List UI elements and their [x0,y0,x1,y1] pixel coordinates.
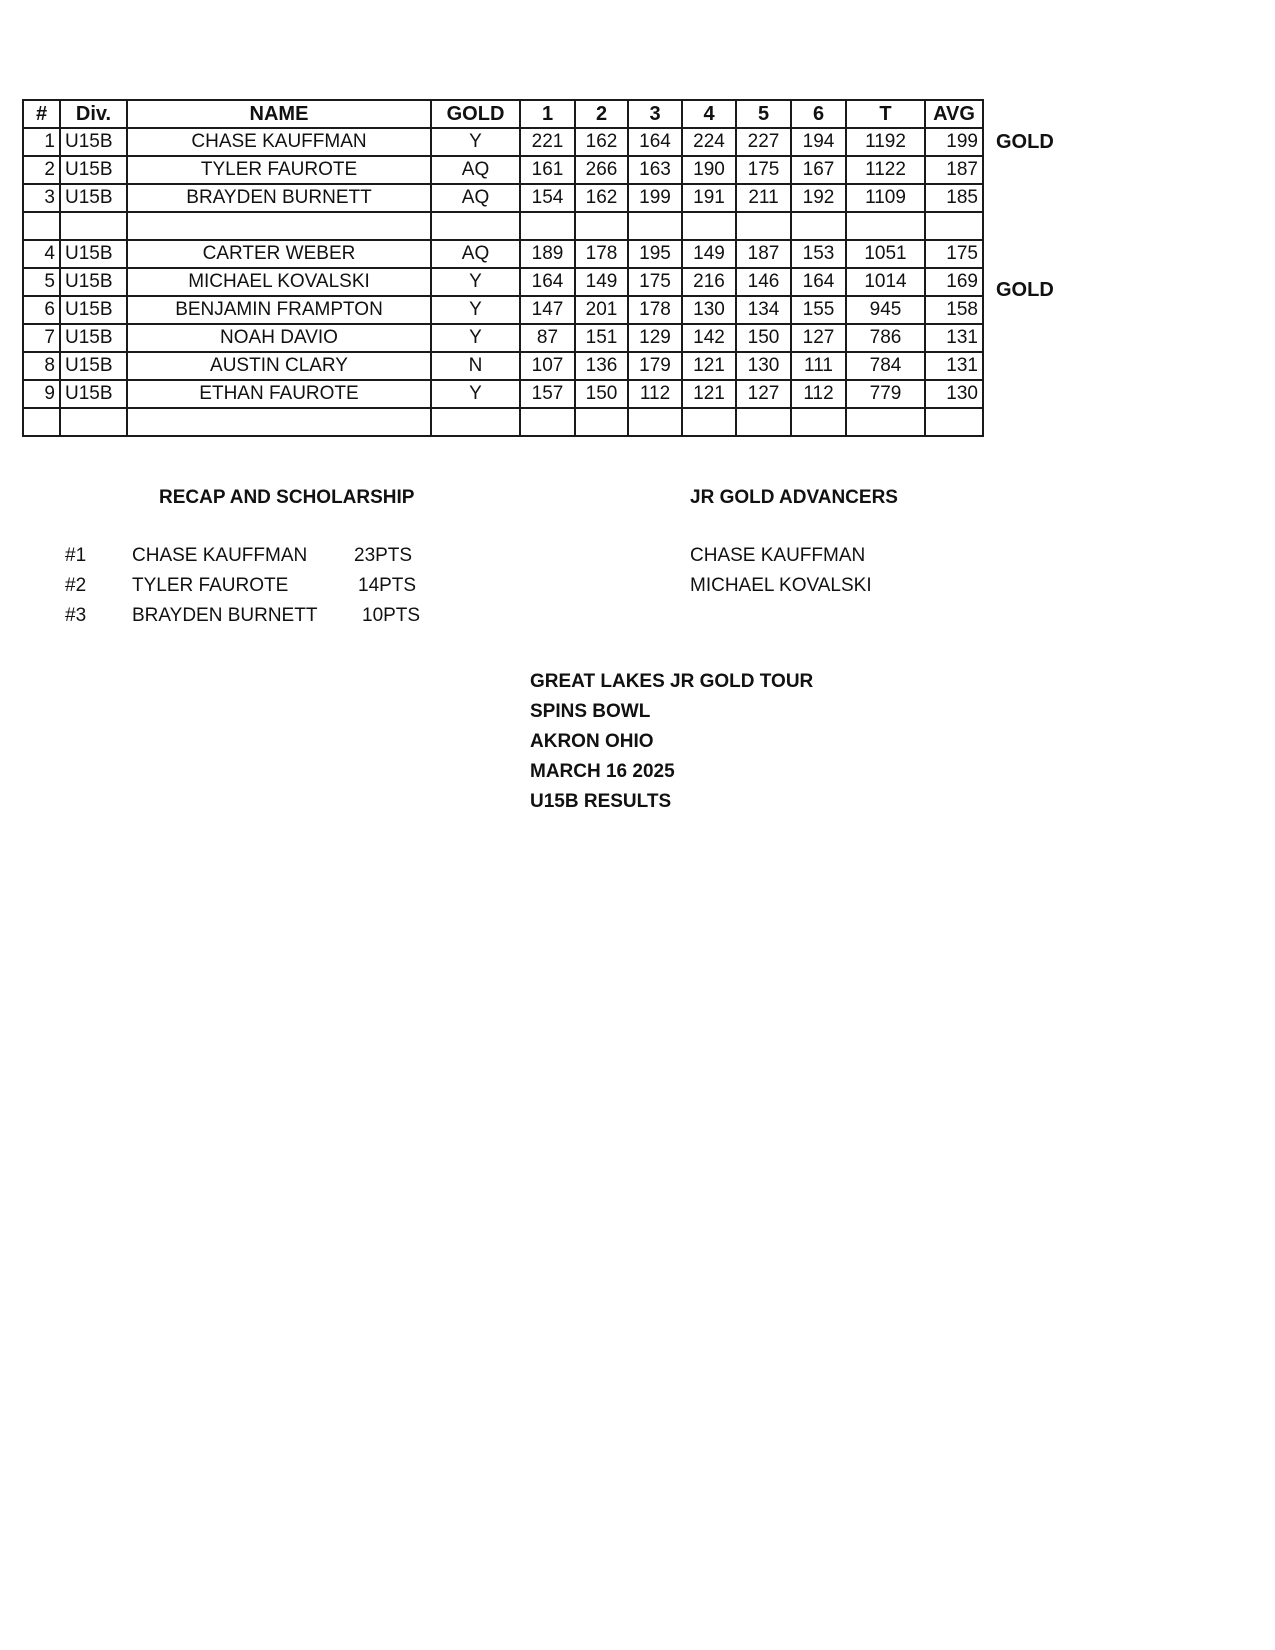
recap-item [0,605,450,631]
cell-name: AUSTIN CLARY [127,352,431,380]
header-game-6: 6 [791,100,846,128]
empty-cell [23,212,60,240]
cell-average: 158 [925,296,983,324]
cell-gold: AQ [431,240,520,268]
cell-game-6: 153 [791,240,846,268]
header-rank: # [23,100,60,128]
cell-name: BRAYDEN BURNETT [127,184,431,212]
recap-place: #1 [65,545,87,566]
header-name: NAME [127,100,431,128]
cell-game-1: 147 [520,296,575,324]
cell-total: 779 [846,380,925,408]
cell-game-6: 112 [791,380,846,408]
empty-cell [736,408,791,436]
cell-game-1: 154 [520,184,575,212]
table-row [23,156,983,184]
cell-average: 175 [925,240,983,268]
cell-game-4: 190 [682,156,736,184]
empty-cell [846,408,925,436]
cell-game-4: 130 [682,296,736,324]
table-row [23,240,983,268]
cell-game-2: 150 [575,380,628,408]
cell-game-6: 167 [791,156,846,184]
cell-game-5: 130 [736,352,791,380]
cell-game-4: 121 [682,352,736,380]
advancers-heading: JR GOLD ADVANCERS [690,487,898,508]
cell-gold: AQ [431,156,520,184]
table-row [23,352,983,380]
table-spacer-row [23,212,983,240]
cell-average: 185 [925,184,983,212]
tour-name: GREAT LAKES JR GOLD TOUR [530,671,814,692]
cell-game-2: 162 [575,128,628,156]
cell-game-2: 201 [575,296,628,324]
cell-average: 130 [925,380,983,408]
empty-cell [60,212,127,240]
cell-game-4: 149 [682,240,736,268]
empty-cell [791,408,846,436]
cell-game-2: 136 [575,352,628,380]
cell-game-5: 227 [736,128,791,156]
cell-game-2: 149 [575,268,628,296]
cell-game-1: 164 [520,268,575,296]
cell-game-2: 178 [575,240,628,268]
cell-total: 1122 [846,156,925,184]
cell-division: U15B [60,380,127,408]
cell-game-3: 163 [628,156,682,184]
cell-division: U15B [60,268,127,296]
cell-game-4: 216 [682,268,736,296]
cell-game-1: 161 [520,156,575,184]
cell-game-1: 157 [520,380,575,408]
cell-division: U15B [60,296,127,324]
cell-game-5: 211 [736,184,791,212]
cell-gold: Y [431,380,520,408]
recap-name: TYLER FAUROTE [132,575,289,596]
cell-average: 169 [925,268,983,296]
cell-division: U15B [60,240,127,268]
empty-cell [127,408,431,436]
header-game-2: 2 [575,100,628,128]
cell-game-4: 191 [682,184,736,212]
table-header-row [23,100,983,128]
cell-average: 199 [925,128,983,156]
cell-game-4: 224 [682,128,736,156]
cell-game-3: 164 [628,128,682,156]
header-game-3: 3 [628,100,682,128]
cell-average: 187 [925,156,983,184]
cell-game-1: 87 [520,324,575,352]
empty-cell [520,408,575,436]
cell-game-3: 129 [628,324,682,352]
cell-gold: Y [431,324,520,352]
cell-game-3: 199 [628,184,682,212]
empty-cell [925,408,983,436]
cell-gold: AQ [431,184,520,212]
recap-item [0,545,450,571]
cell-total: 1014 [846,268,925,296]
cell-gold: Y [431,296,520,324]
recap-heading: RECAP AND SCHOLARSHIP [159,487,415,508]
cell-rank: 4 [23,240,60,268]
empty-cell [846,212,925,240]
cell-game-6: 127 [791,324,846,352]
gold-tag: GOLD [996,279,1054,301]
table-row [23,380,983,408]
empty-cell [575,408,628,436]
cell-game-5: 187 [736,240,791,268]
results-table [22,99,984,437]
cell-division: U15B [60,324,127,352]
header-gold: GOLD [431,100,520,128]
cell-total: 1109 [846,184,925,212]
cell-average: 131 [925,324,983,352]
cell-game-3: 179 [628,352,682,380]
cell-division: U15B [60,184,127,212]
cell-division: U15B [60,156,127,184]
cell-game-5: 146 [736,268,791,296]
table-spacer-row [23,408,983,436]
cell-division: U15B [60,128,127,156]
header-total: T [846,100,925,128]
cell-name: BENJAMIN FRAMPTON [127,296,431,324]
empty-cell [682,212,736,240]
empty-cell [431,408,520,436]
cell-game-3: 175 [628,268,682,296]
cell-rank: 5 [23,268,60,296]
gold-tag: GOLD [996,131,1054,153]
event-info [530,667,813,817]
empty-cell [682,408,736,436]
cell-name: MICHAEL KOVALSKI [127,268,431,296]
cell-game-3: 178 [628,296,682,324]
header-game-5: 5 [736,100,791,128]
cell-game-6: 111 [791,352,846,380]
cell-game-5: 175 [736,156,791,184]
cell-gold: Y [431,128,520,156]
cell-name: CHASE KAUFFMAN [127,128,431,156]
cell-game-2: 151 [575,324,628,352]
empty-cell [925,212,983,240]
cell-total: 1192 [846,128,925,156]
table-row [23,296,983,324]
cell-game-1: 189 [520,240,575,268]
cell-game-6: 155 [791,296,846,324]
empty-cell [575,212,628,240]
table-row [23,324,983,352]
cell-game-1: 221 [520,128,575,156]
cell-total: 1051 [846,240,925,268]
cell-rank: 7 [23,324,60,352]
empty-cell [127,212,431,240]
cell-game-4: 121 [682,380,736,408]
venue-name: SPINS BOWL [530,701,651,722]
event-date: MARCH 16 2025 [530,761,675,782]
recap-place: #2 [65,575,87,596]
header-game-1: 1 [520,100,575,128]
empty-cell [431,212,520,240]
header-game-4: 4 [682,100,736,128]
cell-game-3: 195 [628,240,682,268]
cell-game-1: 107 [520,352,575,380]
cell-name: TYLER FAUROTE [127,156,431,184]
cell-total: 784 [846,352,925,380]
empty-cell [60,408,127,436]
cell-rank: 3 [23,184,60,212]
empty-cell [791,212,846,240]
cell-total: 945 [846,296,925,324]
cell-name: NOAH DAVIO [127,324,431,352]
recap-points: 23PTS [354,545,413,566]
cell-game-6: 194 [791,128,846,156]
cell-rank: 8 [23,352,60,380]
empty-cell [628,408,682,436]
advancer-name: CHASE KAUFFMAN [690,545,866,566]
table-row [23,268,983,296]
cell-game-3: 112 [628,380,682,408]
cell-game-4: 142 [682,324,736,352]
recap-place: #3 [65,605,87,626]
results-label: U15B RESULTS [530,791,672,812]
cell-gold: N [431,352,520,380]
cell-rank: 9 [23,380,60,408]
cell-game-2: 266 [575,156,628,184]
header-division: Div. [60,100,127,128]
table-row [23,128,983,156]
cell-division: U15B [60,352,127,380]
cell-name: CARTER WEBER [127,240,431,268]
empty-cell [23,408,60,436]
recap-points: 10PTS [362,605,421,626]
empty-cell [628,212,682,240]
header-average: AVG [925,100,983,128]
empty-cell [736,212,791,240]
event-location: AKRON OHIO [530,731,654,752]
cell-total: 786 [846,324,925,352]
cell-game-5: 134 [736,296,791,324]
cell-game-6: 164 [791,268,846,296]
cell-game-6: 192 [791,184,846,212]
recap-points: 14PTS [358,575,417,596]
table-row [23,184,983,212]
cell-rank: 1 [23,128,60,156]
cell-game-2: 162 [575,184,628,212]
empty-cell [520,212,575,240]
cell-average: 131 [925,352,983,380]
cell-game-5: 127 [736,380,791,408]
recap-name: BRAYDEN BURNETT [132,605,318,626]
advancer-name: MICHAEL KOVALSKI [690,575,872,596]
recap-name: CHASE KAUFFMAN [132,545,308,566]
recap-item [0,575,450,601]
cell-name: ETHAN FAUROTE [127,380,431,408]
cell-game-5: 150 [736,324,791,352]
cell-gold: Y [431,268,520,296]
cell-rank: 6 [23,296,60,324]
cell-rank: 2 [23,156,60,184]
